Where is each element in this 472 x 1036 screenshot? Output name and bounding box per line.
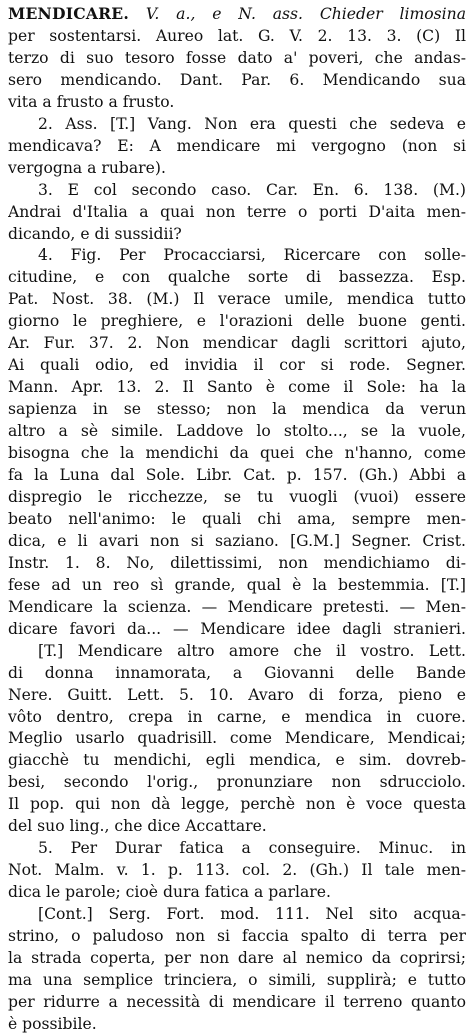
text-line: bisogna che la mendichi da quei che n'hanno, come <box>8 444 466 463</box>
text-line: Il pop. qui non dà legge, perchè non è voce questa <box>8 795 466 814</box>
text-line: mendicava? E: A mendicare mi vergogno (non si <box>8 136 466 155</box>
sense-line: [T.] Mendicare altro amore che il vostro. Lett. <box>38 641 466 660</box>
sense-line: [Cont.] Serg. Fort. mod. 111. Nel sito acqua- <box>38 905 466 924</box>
text-line: vita a frusto a frusto. <box>8 92 175 111</box>
text-line: MENDICARE. V. a., e N. ass. Chieder limosina <box>8 4 466 23</box>
text-line: vergogna a rubare). <box>8 158 166 177</box>
sense-line: 4. Fig. Per Procacciarsi, Ricercare con solle- <box>38 246 466 265</box>
text-line: ma una semplice trinciera, o simili, supplirà; e tutto <box>8 970 466 989</box>
sense-line: 3. E col secondo caso. Car. En. 6. 138. (M.) <box>38 180 466 199</box>
text-line: dicare favori da... — Mendicare idee dagli stranieri. <box>8 619 466 638</box>
text-line: dispregio le ricchezze, se tu vuogli (vuoi) essere <box>8 487 466 506</box>
sense-line: 2. Ass. [T.] Vang. Non era questi che sedeva e <box>38 114 466 133</box>
text-line: fa la Luna dal Sole. Libr. Cat. p. 157. (Gh.) Abbi a <box>8 466 466 485</box>
text-line: strino, o paludoso non si faccia spalto di terra per <box>8 927 466 946</box>
text-line: vôto dentro, crepa in carne, e mendica in cuore. <box>8 707 466 726</box>
text-line: altro a sè simile. Laddove lo stolto..., se la vuole, <box>8 422 466 441</box>
text-line: Not. Malm. v. 1. p. 113. col. 2. (Gh.) Il tale men- <box>8 861 466 880</box>
text-line: sapienza in se stesso; non la mendica da verun <box>8 400 466 419</box>
text-line: citudine, e con qualche sorte di bassezza. Esp. <box>8 268 466 287</box>
text-line: giorno le preghiere, e l'orazioni delle buone genti. <box>8 312 466 331</box>
text-line: di donna innamorata, a Giovanni delle Bande <box>8 663 466 682</box>
text-line: la strada coperta, per non dare al nemico da coprirsi; <box>8 948 466 967</box>
text-line: Mendicare la scienza. — Mendicare pretesti. — Men- <box>8 597 466 616</box>
text-line: del suo ling., che dice Accattare. <box>8 817 267 836</box>
text-line: dica le parole; cioè dura fatica a parlare. <box>8 883 331 902</box>
text-line: per sostentarsi. Aureo lat. G. V. 2. 13. 3. (C) Il <box>8 26 466 45</box>
headword: MENDICARE. <box>8 4 130 23</box>
text-line: giacchè tu mendichi, egli mendica, e sim. dovreb- <box>8 751 466 770</box>
text-line: terzo di suo tesoro fosse dato a' poveri, che andas- <box>8 48 466 67</box>
text-line: Nere. Guitt. Lett. 5. 10. Avaro di forza, pieno e <box>8 685 466 704</box>
text-line: è possibile. <box>8 1014 97 1033</box>
text-line: sero mendicando. Dant. Par. 6. Mendicando sua <box>8 70 466 89</box>
text-line: beato nell'animo: le quali chi ama, sempre men- <box>8 509 466 528</box>
text-line: Meglio usarlo quadrisill. come Mendicare, Mendicai; <box>8 729 466 748</box>
text-line: per ridurre a necessità di mendicare il terreno quanto <box>8 992 466 1011</box>
text-line: Ar. Fur. 37. 2. Non mendicar dagli scrittori ajuto, <box>8 334 466 353</box>
text-line: Instr. 1. 8. No, dilettissimi, non mendichiamo di- <box>8 553 466 572</box>
text-line: Andrai d'Italia a quai non terre o porti D'aita men- <box>8 202 466 221</box>
text-line: dica, e li avari non si saziano. [G.M.] Segner. Crist. <box>8 531 466 550</box>
sense-line: 5. Per Durar fatica a conseguire. Minuc. in <box>38 839 466 858</box>
text-line: dicando, e di sussidii? <box>8 224 182 243</box>
text-line: fese ad un reo sì grande, qual è la bestemmia. [T.] <box>8 575 466 594</box>
text-line: Mann. Apr. 13. 2. Il Santo è come il Sole: ha la <box>8 378 466 397</box>
text-line: besi, secondo l'orig., pronunziare non sdrucciolo. <box>8 773 466 792</box>
text-line: Pat. Nost. 38. (M.) Il verace umile, mendica tutto <box>8 290 466 309</box>
text-line: Ai quali odio, ed invidia il cor si rode. Segner. <box>8 356 466 375</box>
